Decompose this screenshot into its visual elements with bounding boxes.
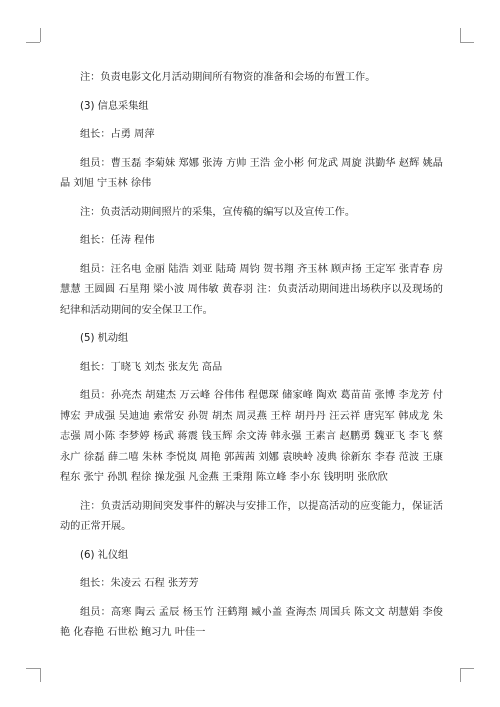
leaders-etiquette: 组长：朱凌云 石程 张芳芳 (80, 578, 199, 589)
crop-mark-bottom-left-h (26, 668, 40, 669)
members-security: 组员：汪名电 金丽 陆浩 刘亚 陆琦 周钧 贺书翔 齐玉林 顾声扬 王定军 张青春 房慧慧 王圆圆 石星翔 梁小波 周伟敏 黄春羽 注：负责活动期间进出场秩序以及现场的纪律和活动期间的安全保卫工作。 (60, 263, 443, 316)
section-heading-info-collection: (3) 信息采集组 (80, 100, 149, 112)
section-heading-mobile: (5) 机动组 (80, 333, 129, 344)
crop-mark-top-right-h (460, 42, 474, 43)
crop-mark-bottom-right-v (460, 668, 461, 682)
document-body (60, 68, 443, 652)
crop-mark-top-left-h (26, 42, 40, 43)
crop-mark-bottom-right-h (460, 668, 474, 669)
members-etiquette: 组员：高寒 陶云 孟辰 杨玉竹 汪鹤翔 臧小盖 查海杰 周国兵 陈文文 胡慧娟 李俊艳 化春艳 石世松 鲍习九 叶佳一 (60, 606, 443, 638)
crop-mark-bottom-left-v (40, 668, 41, 682)
members-info-collection: 组员：曹玉磊 李菊妹 郑娜 张涛 方帅 王浩 金小彬 何龙武 周旋 洪勤华 赵辉 姚晶晶 刘旭 宁玉林 徐伟 (60, 157, 443, 189)
members-mobile: 组员：孙亮杰 胡建杰 万云峰 谷伟伟 程偲琛 储家峰 陶欢 葛苗苗 张博 李龙芳 付博宏 尹成强 吴迪迪 索常安 孙贺 胡杰 周灵燕 王梓 胡丹丹 汪云祥 唐宪军 韩成龙 朱志强 周小陈 李梦婷 杨武 蒋震 钱玉辉 余文涛 韩永强 王素言 赵鹏勇 魏亚飞 李飞 蔡永广 徐磊 薛二嘻 朱林 李悦岚 周艳 郭茜茜 刘娜 袁映岭 凌典 徐新东 李春 范波 王康程东 张宁 孙凯 程徐 操龙强 凡金燕 王秉翔 陈立峰 李小东 钱明明 张欣欣 (60, 390, 443, 483)
crop-mark-top-right-v (460, 28, 461, 42)
leaders-mobile: 组长：丁晓飞 刘杰 张友先 高品 (80, 361, 223, 373)
leaders-security: 组长：任涛 程伟 (80, 235, 155, 246)
note-info-collection: 注：负责活动期间照片的采集，宣传稿的编写以及宣传工作。 (80, 206, 356, 218)
crop-mark-top-left-v (40, 28, 41, 42)
note-mobile: 注：负责活动期间突发事件的解决与安排工作，以提高活动的应变能力，保证活动的正常开展。 (60, 500, 443, 532)
note-materials: 注：负责电影文化月活动期间所有物资的准备和会场的布置工作。 (80, 72, 376, 83)
section-heading-etiquette: (6) 礼仪组 (80, 549, 129, 561)
leaders-info-collection: 组长：占勇 周萍 (80, 129, 155, 140)
